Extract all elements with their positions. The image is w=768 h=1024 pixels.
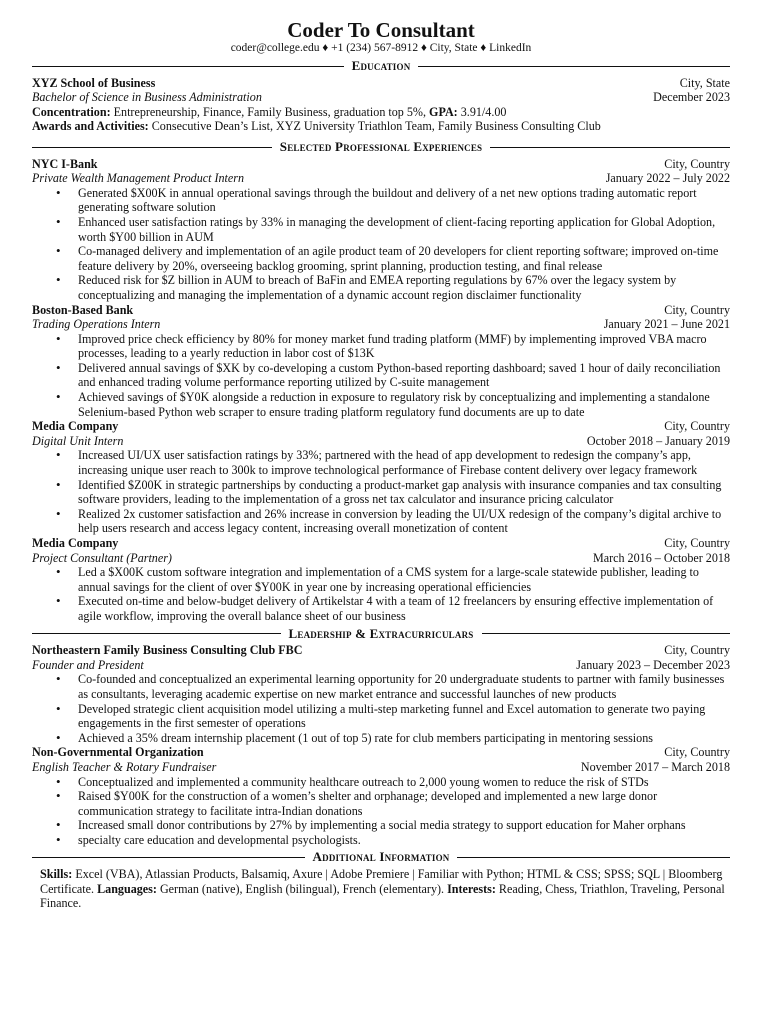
languages-label: Languages:: [97, 881, 157, 896]
contact-line: coder@college.edu ♦ +1 (234) 567-8912 ♦ City, State ♦ LinkedIn: [230, 42, 532, 54]
school-name: XYZ School of Business: [32, 75, 156, 90]
bullet-item: • Co-managed delivery and implementation of an agile product team of 20 developers for client reporting software; improved on-time feature delivery by 20%, overseeing backlog grooming, sprint planning, production testing, and final release: [78, 244, 730, 273]
bullet-list: [32, 332, 730, 420]
role-title: Private Wealth Management Product Intern: [32, 171, 245, 186]
section-header-leadership: [32, 627, 730, 642]
bullet-item: • Developed strategic client acquisition model utilizing a multi-step marketing funnel and Excel automation to generate two paying engagements in the first semester of operations: [78, 702, 730, 731]
entry: [32, 643, 730, 745]
entry-header-row: [32, 536, 730, 551]
entry-dates: January 2021 – June 2021: [603, 317, 730, 332]
entry-location: City, Country: [664, 156, 730, 171]
experience-list: [32, 157, 730, 624]
bullet-item: • Raised $Y00K for the construction of a women’s shelter and orphanage; developed and implemented a new large donor communication strategy to facilitate intra-Indian donations: [78, 789, 730, 818]
education-school-row: [32, 76, 730, 91]
role-title: Project Consultant (Partner): [32, 550, 172, 565]
entry: [32, 303, 730, 420]
bullet-list: [32, 448, 730, 536]
bullet-item: • Achieved savings of $Y0K alongside a reduction in exposure to regulatory risk by conceptualizing and implementing a standalone Selenium-based Python web scraper to ensure trading platform regulatory fund documents are up to date: [78, 390, 730, 419]
role-title: Founder and President: [32, 657, 144, 672]
entry-dates: January 2023 – December 2023: [576, 657, 730, 672]
degree: Bachelor of Science in Business Administration: [32, 90, 262, 105]
section-rule-left: [32, 633, 281, 634]
gpa-value: 3.91/4.00: [460, 104, 507, 119]
organization-name: NYC I-Bank: [32, 156, 98, 171]
section-rule-right: [418, 66, 730, 67]
entry-location: City, Country: [664, 419, 730, 434]
languages-text: German (native), English (bilingual), French (elementary).: [159, 881, 445, 896]
section-header-education: [32, 59, 730, 74]
section-rule-left: [32, 147, 272, 148]
section-title: Leadership & Extracurriculars: [288, 625, 474, 641]
concentration-label: Concentration:: [32, 104, 111, 119]
awards-label: Awards and Activities:: [32, 119, 149, 134]
school-location: City, State: [679, 75, 730, 90]
section-rule-right: [482, 633, 731, 634]
entry-location: City, Country: [664, 643, 730, 658]
bullet-item: • Realized 2x customer satisfaction and 26% increase in conversion by leading the UI/UX redesign of the company’s digital archive to help users research and access legacy content, increasing overall monetization of content: [78, 507, 730, 536]
entry-dates: January 2022 – July 2022: [605, 171, 730, 186]
entry: [32, 745, 730, 847]
section-header-experience: [32, 140, 730, 155]
section-rule-right: [490, 147, 730, 148]
interests-label: Interests:: [447, 881, 496, 896]
entry-header-row: [32, 157, 730, 172]
leadership-list: [32, 643, 730, 847]
bullet-item: • Identified $Z00K in strategic partnerships by conducting a product-market gap analysis with insurance companies and tax consulting software providers, leading to the implementation of a gross net tax calculator and insurance pricing calculator: [78, 478, 730, 507]
bullet-item: • Achieved a 35% dream internship placement (1 out of top 5) rate for club members participating in mentoring sessions: [78, 731, 730, 746]
role-title: English Teacher & Rotary Fundraiser: [32, 759, 217, 774]
entry-role-row: [32, 760, 730, 775]
entry: [32, 536, 730, 624]
entry-role-row: [32, 658, 730, 673]
skills-label: Skills:: [40, 867, 73, 882]
bullet-list: [32, 775, 730, 848]
entry: [32, 157, 730, 303]
bullet-item: • Improved price check efficiency by 80% for money market fund trading platform (MMF) by implementing improved VBA macro processes, leading to a yearly reduction in labor cost of $13K: [78, 332, 730, 361]
section-rule-right: [457, 857, 730, 858]
entry-header-row: [32, 643, 730, 658]
candidate-name: Coder To Consultant: [287, 18, 475, 42]
additional-info-text: [32, 867, 730, 911]
section-title: Selected Professional Experiences: [279, 138, 483, 154]
bullet-list: [32, 186, 730, 303]
entry-role-row: [32, 317, 730, 332]
gpa-label: GPA:: [429, 104, 458, 119]
entry-header-row: [32, 419, 730, 434]
bullet-item: • Increased UI/UX user satisfaction ratings by 33%; partnered with the head of app development to redesign the company’s app, increasing unique user reach to 300k to improve technological performance of Firebase content delivery over legacy framework: [78, 448, 730, 477]
bullet-item: • Executed on-time and below-budget delivery of Artikelstar 4 with a team of 12 freelancers by ensuring effective implementation of agile workflow, improving the overall balance sheet of our business: [78, 594, 730, 623]
organization-name: Media Company: [32, 536, 119, 550]
bullet-item: • Generated $X00K in annual operational savings through the buildout and delivery of a net new options trading automatic report generating software solution: [78, 186, 730, 215]
degree-date: December 2023: [653, 90, 730, 105]
entry: [32, 419, 730, 536]
section-header-additional: [32, 850, 730, 865]
entry-dates: November 2017 – March 2018: [580, 759, 730, 774]
interests-text: Reading, Chess, Triathlon, Traveling, Personal Finance.: [40, 881, 725, 911]
bullet-item: • Led a $X00K custom software integration and implementation of a CMS system for a large-scale statewide publisher, leading to annual savings for the client of over $Y00K in year one by increasing operational efficiencies: [78, 565, 730, 594]
bullet-item: • Enhanced user satisfaction ratings by 33% in managing the development of client-facing reporting application for Global Adoption, worth $Y00 billion in AUM: [78, 215, 730, 244]
section-rule-left: [32, 66, 344, 67]
entry-dates: March 2016 – October 2018: [592, 550, 730, 565]
organization-name: Non-Governmental Organization: [32, 745, 204, 760]
entry-header-row: [32, 303, 730, 318]
section-title: Education: [351, 58, 411, 73]
entry-role-row: [32, 551, 730, 566]
section-title: Additional Information: [312, 849, 450, 865]
section-rule-left: [32, 857, 305, 858]
entry-header-row: [32, 745, 730, 760]
entry-location: City, Country: [664, 745, 730, 760]
bullet-list: [32, 672, 730, 745]
bullet-item: • Reduced risk for $Z billion in AUM to breach of BaFin and EMEA reporting regulations by 67% over the legacy system by conceptualizing and managing the implementation of a dynamic account region disclaimer functionality: [78, 273, 730, 302]
awards-line: [32, 119, 730, 134]
organization-name: Boston-Based Bank: [32, 302, 134, 317]
bullet-item: • Increased small donor contributions by 27% by implementing a social media strategy to support education for Maher orphans: [78, 818, 730, 833]
bullet-item: • Co-founded and conceptualized an experimental learning opportunity for 20 undergraduate students to partner with family businesses as consultants, leveraging academic expertise on new market entrance and successful launches of new products: [78, 672, 730, 701]
education-degree-row: [32, 90, 730, 105]
entry-dates: October 2018 – January 2019: [586, 433, 730, 448]
concentration-text: Entrepreneurship, Finance, Family Business, graduation top 5%,: [113, 104, 427, 119]
concentration-line: [32, 105, 730, 120]
bullet-list: [32, 565, 730, 623]
bullet-item: • Conceptualized and implemented a community healthcare outreach to 2,000 young women to reduce the risk of STDs: [78, 775, 730, 790]
skills-text: Excel (VBA), Atlassian Products, Balsamiq, Axure | Adobe Premiere | Familiar with Python; HTML & CSS; SPSS; SQL | Bloomberg Certificate.: [40, 867, 723, 896]
entry-role-row: [32, 171, 730, 186]
entry-role-row: [32, 434, 730, 449]
role-title: Digital Unit Intern: [32, 433, 124, 448]
entry-location: City, Country: [664, 536, 730, 550]
role-title: Trading Operations Intern: [32, 317, 161, 332]
organization-name: Northeastern Family Business Consulting Club FBC: [32, 643, 303, 658]
organization-name: Media Company: [32, 419, 119, 434]
bullet-item: • Delivered annual savings of $XK by co-developing a custom Python-based reporting dashboard; saved 1 hour of daily reconciliation and enhanced trading volume performance reporting utilized by C-suite management: [78, 361, 730, 390]
awards-text: Consecutive Dean’s List, XYZ University Triathlon Team, Family Business Consulting Club: [151, 119, 601, 134]
bullet-item: • specialty care education and developmental psychologists.: [78, 833, 730, 848]
entry-location: City, Country: [664, 302, 730, 317]
